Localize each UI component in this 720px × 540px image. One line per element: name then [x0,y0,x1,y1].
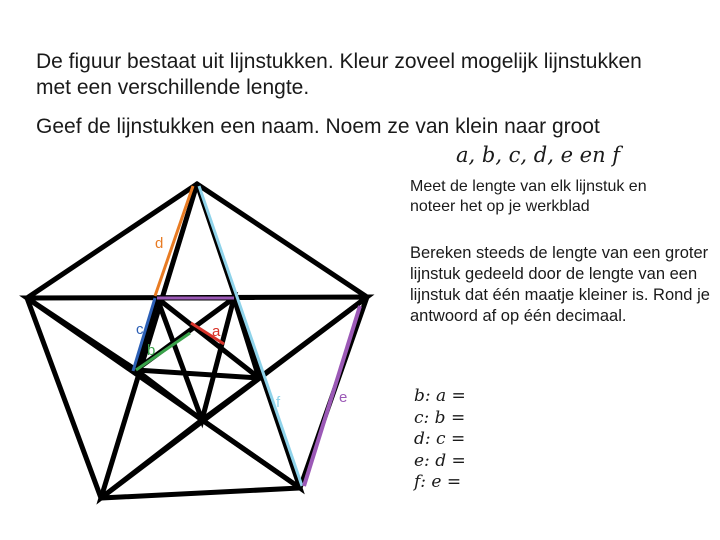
label-b: b [147,342,156,359]
label-a: a [212,323,221,340]
instruction-color-segments: De figuur bestaat uit lijnstukken. Kleur zoveel mogelijk lijnstukken met een verschillende lengte. [36,50,642,99]
segment-e [304,306,360,486]
note-measure: Meet de lengte van elk lijnstuk en noteer het op je werkblad [410,178,647,215]
ratio-b-a: b: a = [414,386,466,406]
label-f: f [276,394,281,411]
ratio-e-d: e: d = [414,450,466,471]
ratio-c-b: c: b = [414,407,466,428]
segment-letters: a, b, c, d, e en f [456,143,621,167]
connector-bottom-right [202,420,300,488]
connector-left [27,298,136,370]
note-compute: Bereken steeds de lengte van een groter lijnstuk gedeeld door de lengte van een lijnstuk dat één maatje kleiner is. Rond je antwoord af op één decimaal. [410,244,710,325]
label-e: e [339,389,348,406]
label-c: c [136,321,144,338]
instruction-name-segments: Geef de lijnstukken een naam. Noem ze van klein naar groot [36,115,600,138]
label-d: d [155,235,164,252]
ratio-f-e: f: e = [414,472,462,492]
connector-bottom-left [101,420,202,498]
ratio-d-c: d: c = [414,429,466,449]
